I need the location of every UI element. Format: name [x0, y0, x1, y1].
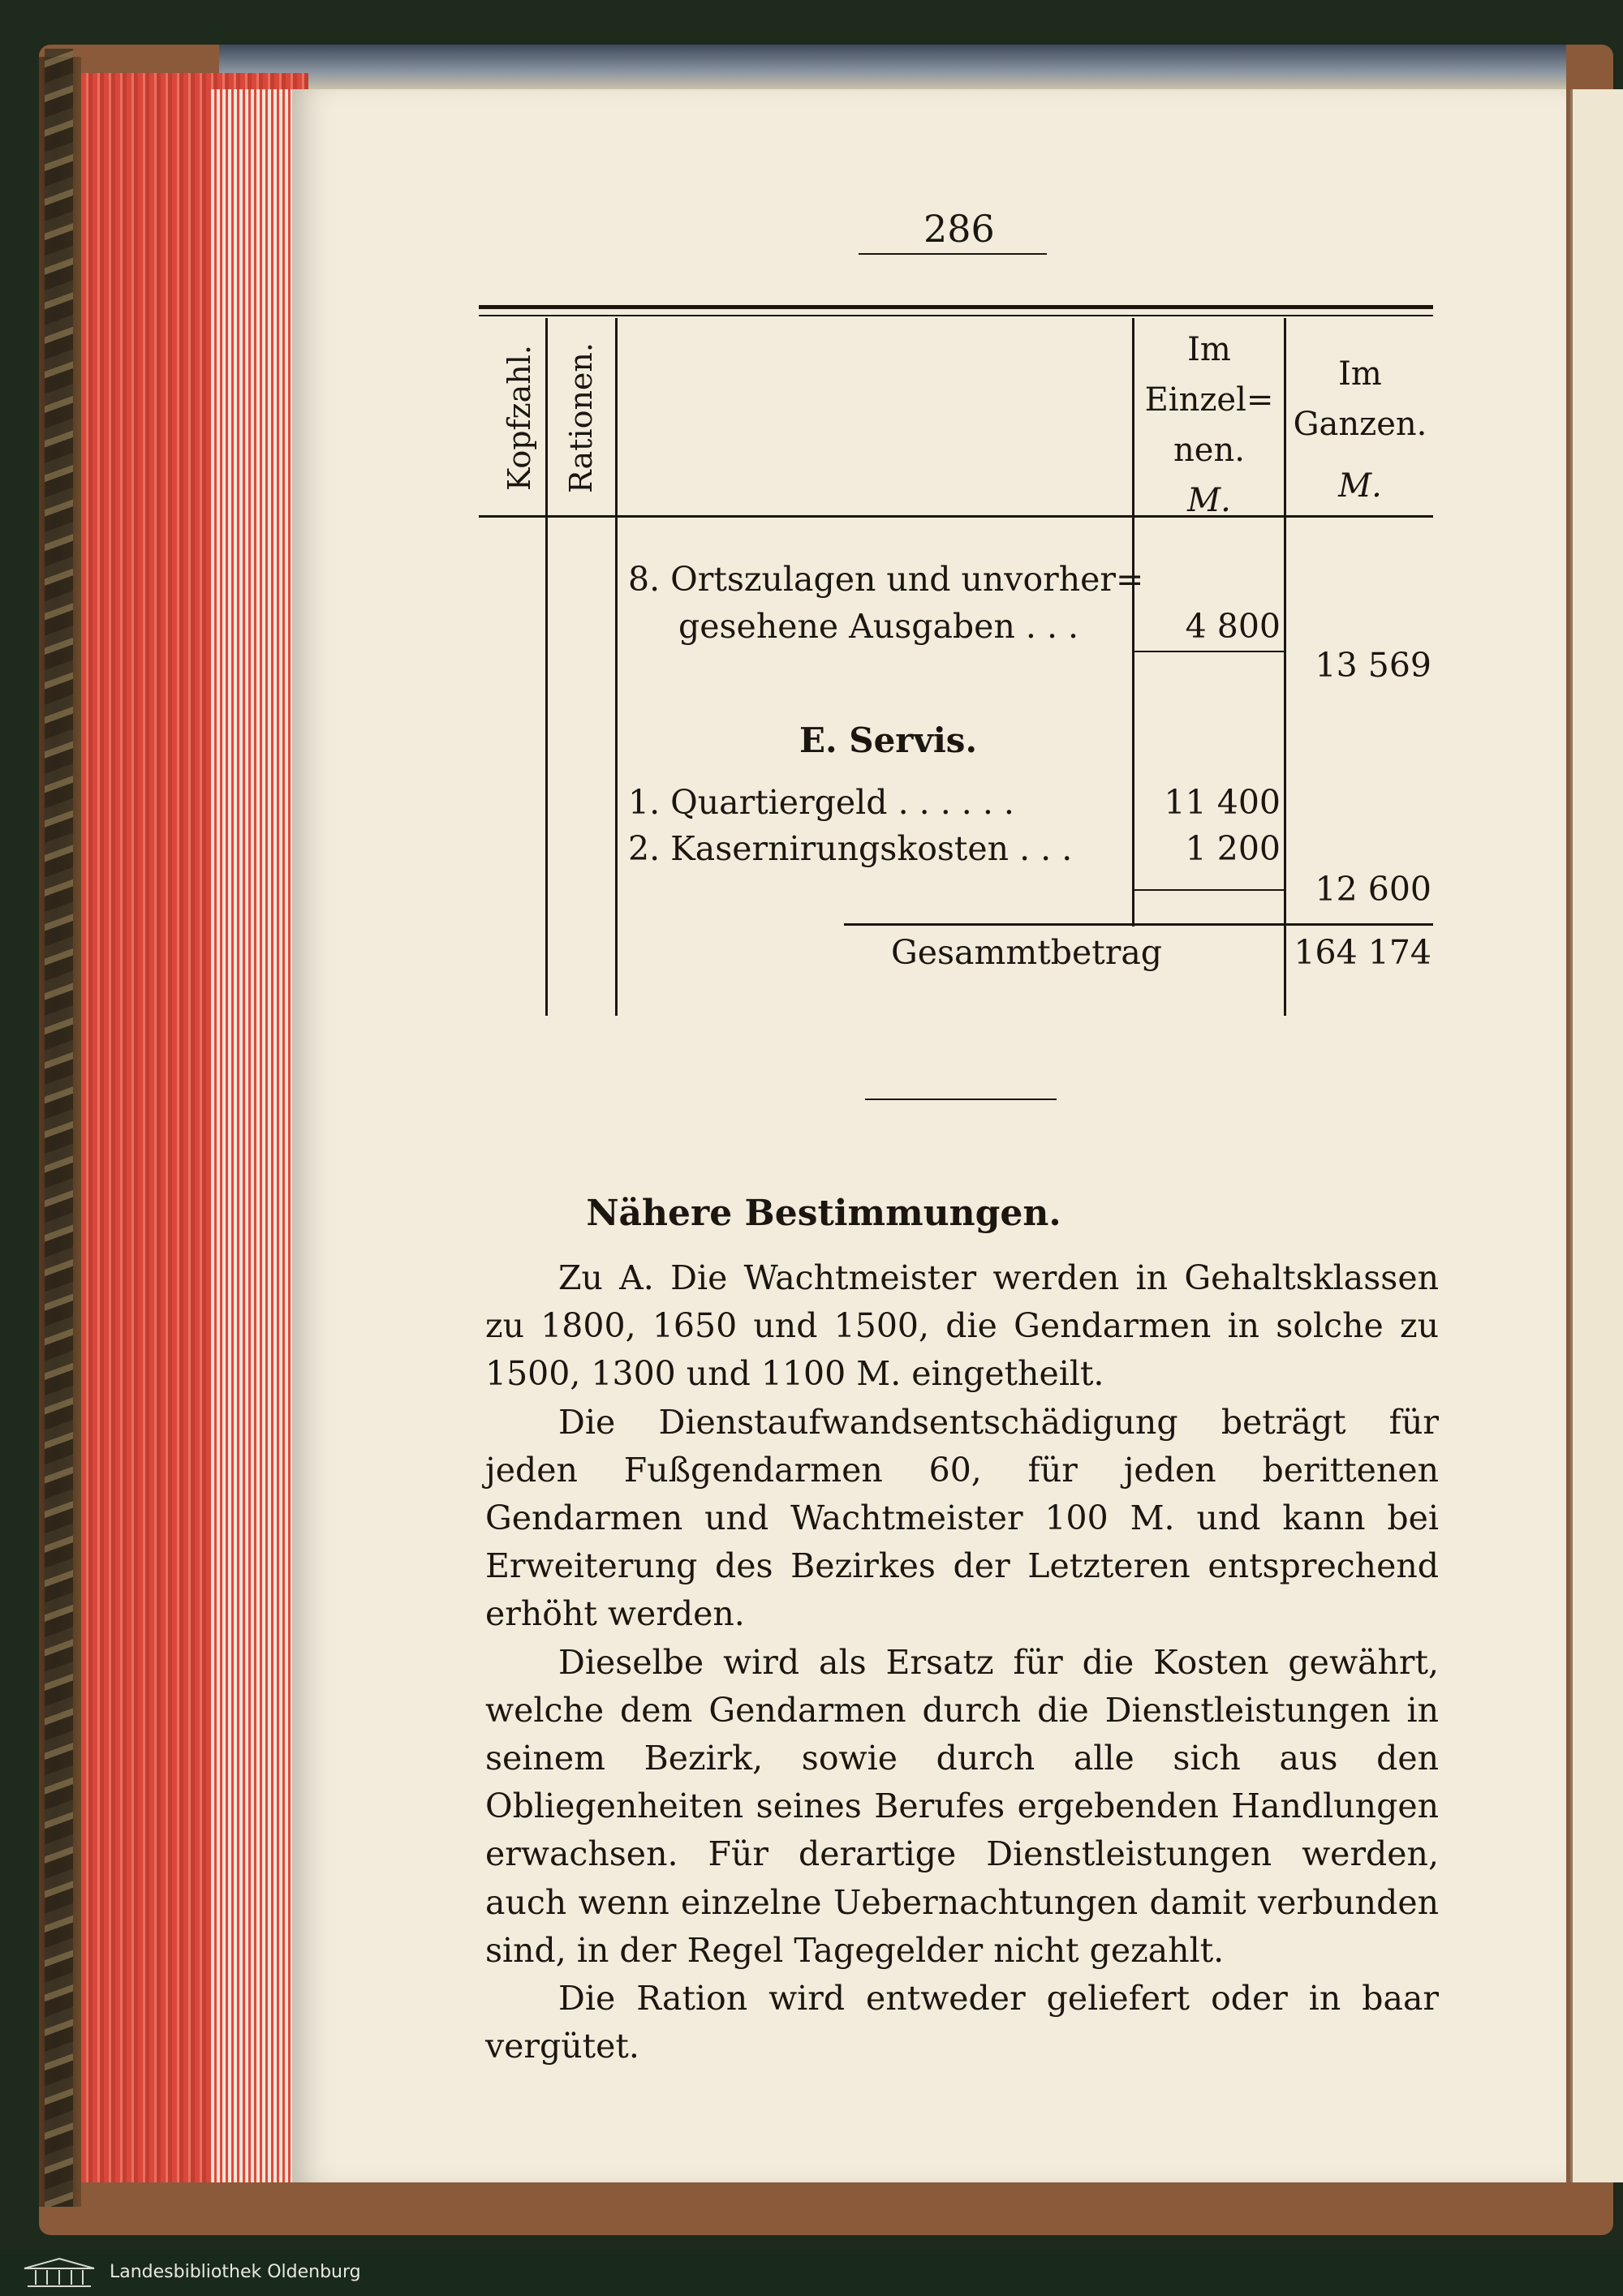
- total-label: Gesammtbetrag: [891, 933, 1163, 972]
- paragraph-3: Dieselbe wird als Ersatz für die Kosten gewährt, welche dem Gendarmen durch die Dienstleistungen in seinem Bezirk, sowie durch alle sich aus den Obliegenheiten seines Berufes ergebenden Handlungen erwachsen. Für derartige Dienstleistungen werden, auch wenn einzelne Uebernachtungen damit verbunden sind, in der Regel Tagegelder nicht gezahlt.: [485, 1642, 1439, 1970]
- library-building-icon: [23, 2257, 96, 2288]
- header-ganzen-line-1: Im: [1338, 355, 1382, 393]
- row-e-ganzen: 12 600: [1315, 870, 1431, 909]
- header-einzelnen-line-2: Einzel=: [1144, 381, 1274, 419]
- header-bottom-rule: [479, 515, 1433, 518]
- header-einzelnen-line-3: nen.: [1173, 432, 1245, 469]
- table-top-rule: [479, 305, 1433, 309]
- row-8-label-line-1: 8. Ortszulagen und unvorher=: [628, 560, 1144, 599]
- col-divider-4: [1284, 318, 1286, 1016]
- row-8-einzelnen: 4 800: [1185, 607, 1281, 646]
- header-einzelnen-unit: M.: [1187, 482, 1231, 519]
- page-number: 286: [923, 207, 995, 251]
- paragraph-4: Die Ration wird entweder geliefert oder in baar vergütet.: [485, 1979, 1439, 2066]
- marbled-cover: [45, 49, 73, 2207]
- row-e2-einzelnen: 1 200: [1185, 829, 1281, 868]
- header-ganzen-unit: M.: [1338, 467, 1382, 505]
- total-rule: [844, 923, 1433, 926]
- paragraph-1: Zu A. Die Wachtmeister werden in Gehaltsklassen zu 1800, 1650 und 1500, die Gendarmen in solche zu 1500, 1300 und 1100 M. eingetheilt.: [485, 1258, 1439, 1394]
- row-8-label-line-2: gesehene Ausgaben . . .: [678, 607, 1079, 646]
- row-8-sum-rule: [1134, 651, 1284, 652]
- row-e2-label: 2. Kasernirungskosten . . .: [628, 829, 1073, 868]
- section-e-heading: E. Servis.: [799, 720, 978, 760]
- header-kopfzahl: Kopfzahl.: [502, 344, 537, 492]
- table-top-rule-thin: [479, 315, 1433, 316]
- header-einzelnen-line-1: Im: [1187, 331, 1231, 368]
- header-einzelnen: [1134, 325, 1284, 526]
- header-ganzen: [1287, 349, 1433, 511]
- header-rationen: Rationen.: [563, 342, 599, 493]
- page-number-rule: [859, 253, 1047, 255]
- col-divider-1: [545, 318, 548, 1016]
- right-page-sliver: [1570, 89, 1623, 2182]
- header-ganzen-line-2: Ganzen.: [1293, 406, 1427, 443]
- row-e1-label: 1. Quartiergeld . . . . . .: [628, 783, 1014, 822]
- col-divider-2: [615, 318, 618, 1016]
- section-heading: Nähere Bestimmungen.: [586, 1193, 1061, 1234]
- total-value: 164 174: [1294, 933, 1431, 972]
- section-separator: [865, 1099, 1057, 1100]
- row-8-ganzen: 13 569: [1315, 646, 1431, 685]
- footer-library-name: Landesbibliothek Oldenburg: [110, 2262, 361, 2282]
- row-e-sum-rule: [1134, 889, 1284, 891]
- page-block-top-edge: [219, 45, 1566, 89]
- row-e1-einzelnen: 11 400: [1164, 783, 1281, 822]
- body-text: [485, 1254, 1439, 2070]
- paragraph-2: Die Dienstaufwandsentschädigung beträgt für jeden Fußgendarmen 60, für jeden berittenen Gendarmen und Wachtmeister 100 M. und kann bei Erweiterung des Bezirkes der Letzteren entsprechend erhöht werden.: [485, 1402, 1439, 1634]
